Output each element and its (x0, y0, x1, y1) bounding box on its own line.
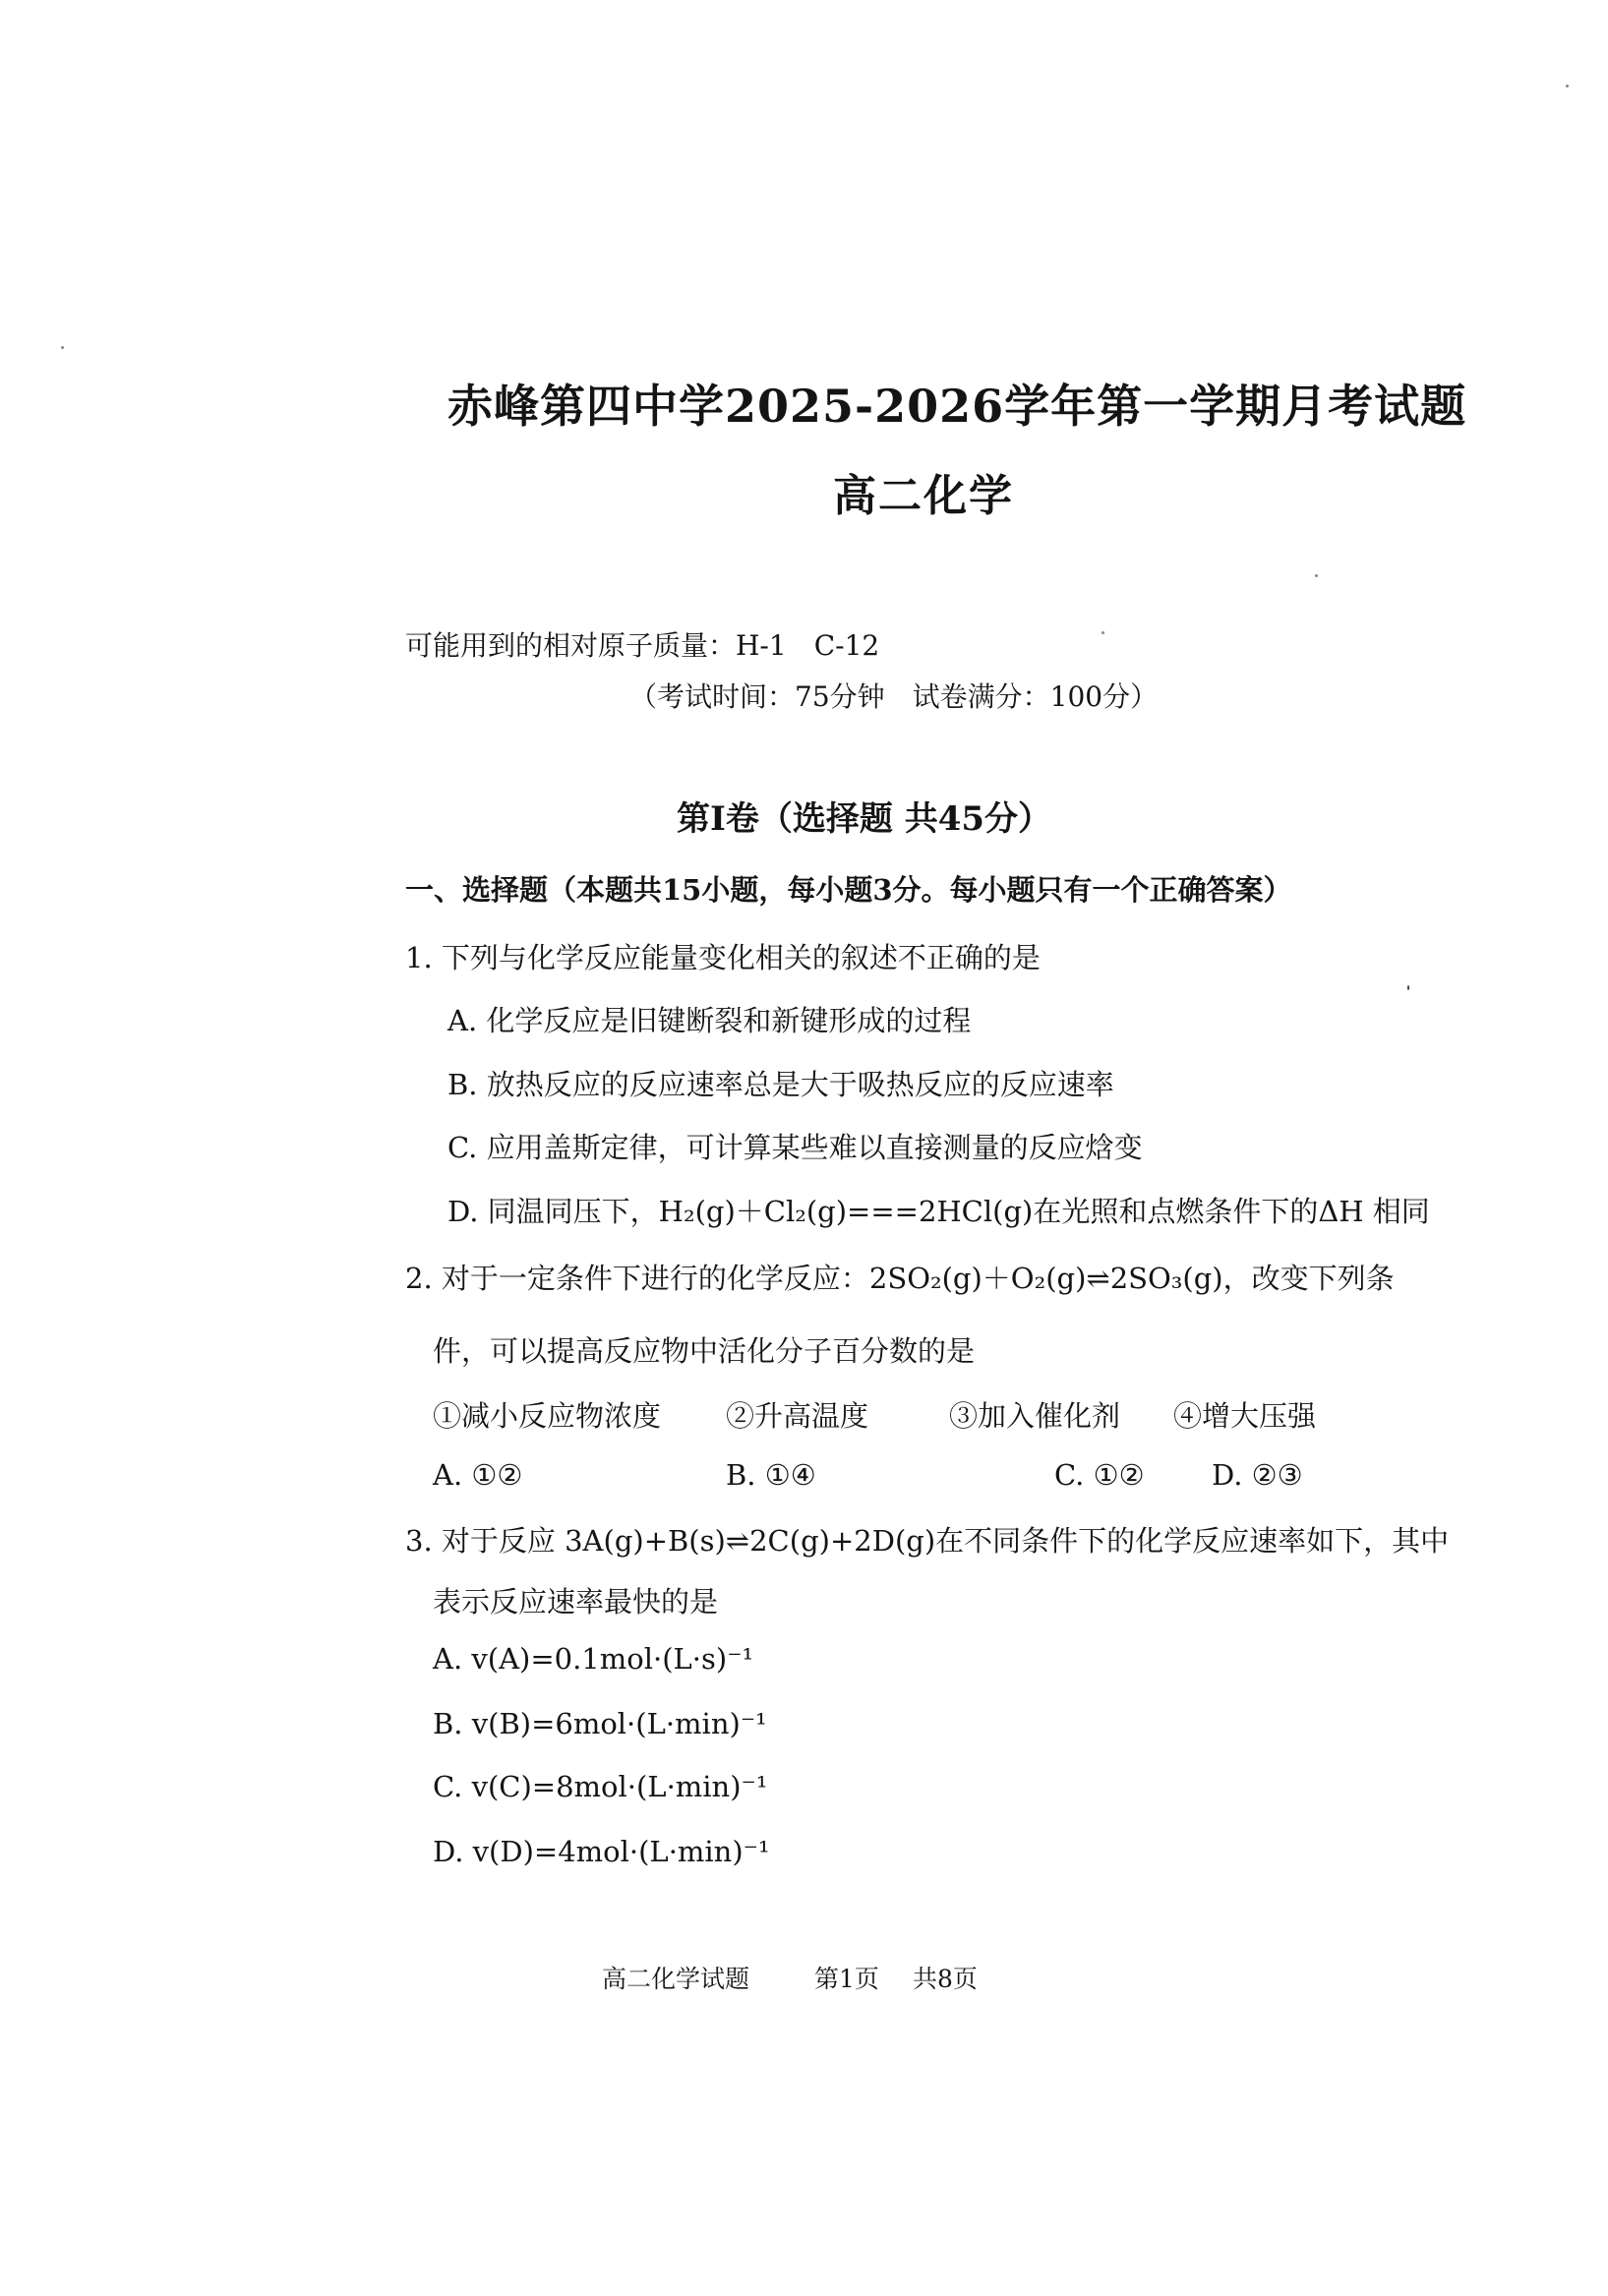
question-3-option-b: B. v(B)=6mol·(L·min)⁻¹ (433, 1707, 767, 1740)
question-1-option-d: D. 同温同压下，H₂(g)＋Cl₂(g)===2HCl(g)在光照和点燃条件下的ΔH 相同 (447, 1195, 1430, 1228)
scan-speck (1407, 985, 1409, 990)
footer-total: 共8页 (913, 1965, 978, 1993)
scan-speck (61, 346, 64, 349)
footer-subject: 高二化学试题 (602, 1965, 750, 1993)
exam-title: 赤峰第四中学2025-2026学年第一学期月考试题 (447, 380, 1467, 433)
question-2-option-a: A. ①② (433, 1458, 523, 1492)
question-2-choice-4: ④增大压强 (1173, 1399, 1317, 1433)
question-2-choice-3: ③加入催化剂 (949, 1399, 1121, 1433)
scan-speck (1566, 85, 1569, 88)
question-1-option-c: C. 应用盖斯定律，可计算某些难以直接测量的反应焓变 (447, 1131, 1143, 1164)
question-2-option-c: C. ①② (1054, 1458, 1145, 1492)
scan-speck (1315, 574, 1318, 577)
question-3-option-c: C. v(C)=8mol·(L·min)⁻¹ (433, 1770, 768, 1803)
footer-page: 第1页 (814, 1965, 879, 1993)
question-3-option-a: A. v(A)=0.1mol·(L·s)⁻¹ (433, 1642, 754, 1676)
section-instructions: 一、选择题（本题共15小题，每小题3分。每小题只有一个正确答案） (405, 873, 1292, 907)
question-2-option-d: D. ②③ (1212, 1458, 1303, 1492)
question-2-stem-line1: 2. 对于一定条件下进行的化学反应：2SO₂(g)＋O₂(g)⇌2SO₃(g)，改变下列条 (405, 1262, 1395, 1295)
exam-info: （考试时间：75分钟 试卷满分：100分） (629, 680, 1159, 713)
atomic-masses: 可能用到的相对原子质量：H-1 C-12 (405, 629, 880, 662)
question-3-stem-line2: 表示反应速率最快的是 (433, 1585, 719, 1619)
question-1-stem: 1. 下列与化学反应能量变化相关的叙述不正确的是 (405, 941, 1041, 974)
question-2-stem-line2: 件，可以提高反应物中活化分子百分数的是 (433, 1334, 976, 1368)
question-1-option-b: B. 放热反应的反应速率总是大于吸热反应的反应速率 (447, 1068, 1114, 1101)
scan-speck (1102, 631, 1104, 634)
question-3-stem-line1: 3. 对于反应 3A(g)+B(s)⇌2C(g)+2D(g)在不同条件下的化学反应速率如下，其中 (405, 1524, 1450, 1558)
question-2-choice-2: ②升高温度 (726, 1399, 869, 1433)
question-1-option-a: A. 化学反应是旧键断裂和新键形成的过程 (447, 1004, 972, 1037)
question-2-choice-1: ①减小反应物浓度 (433, 1399, 662, 1433)
question-3-option-d: D. v(D)=4mol·(L·min)⁻¹ (433, 1835, 770, 1868)
question-2-option-b: B. ①④ (726, 1458, 816, 1492)
subject-title: 高二化学 (833, 471, 1014, 521)
part-heading: 第Ⅰ卷（选择题 共45分） (677, 799, 1052, 839)
